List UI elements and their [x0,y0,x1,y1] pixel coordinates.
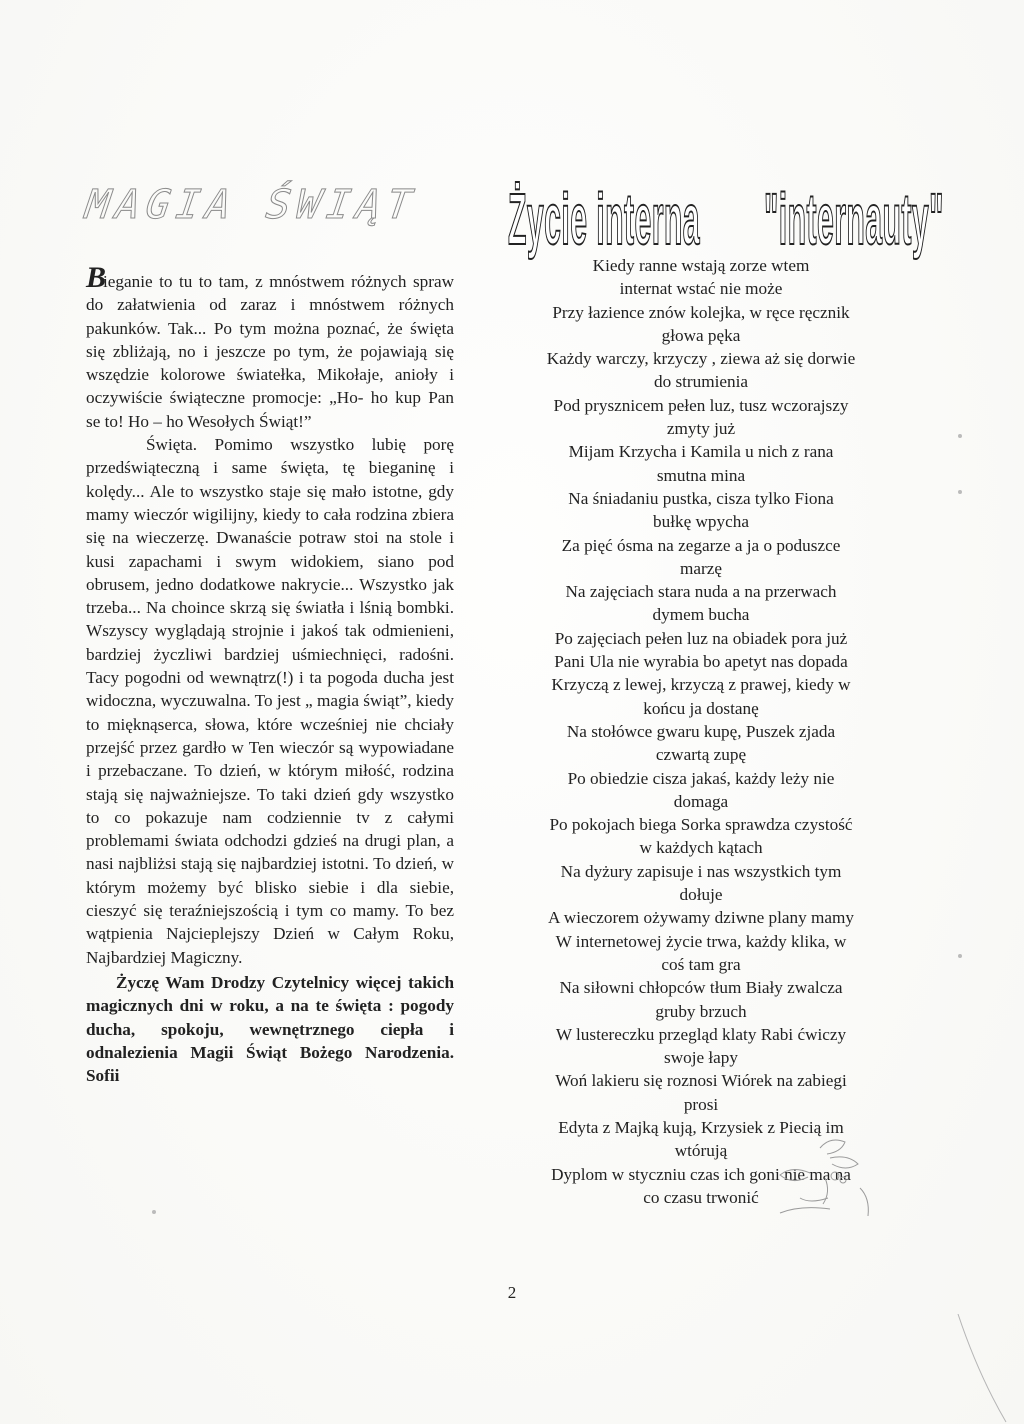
poem-line: Krzyczą z lewej, krzyczą z prawej, kiedy w [551,675,851,695]
poem-line: Po obiedzie cisza jakaś, każdy leży nie [567,768,835,788]
page-curl-mark-icon [948,1314,1008,1424]
holly-sketch-icon [740,1118,910,1238]
poem-line: smutna mina [656,465,746,485]
drop-cap-letter: B [86,261,104,294]
poem-title-part-2: "internauty" [764,180,944,260]
poem-line: Dyplom w styczniu czas ich goni nie ma na [551,1164,851,1184]
poem-line: zmyty już [666,419,736,439]
article-body-magia-swiat [86,261,454,1087]
poem-line: w każdych kątach [639,838,763,858]
paragraph-1-text: ieganie to tu to tam, z mnóstwem różnych spraw do załatwienia od zaraz i mnóstwem różnych pakunków. Tak... Po tym można poznać, że święta się zbliżają, no i jeszcze po tym, że pojawiają się wszędzie kolorowe światełka, Mikołaje, anioły i oczywiście świąteczne promocje: „Ho- ho kup Pan se to! Ho – ho Wesołych Świąt!” [86,272,454,431]
poem-line: Mijam Krzycha i Kamila u nich z rana [568,442,834,462]
poem-line: końcu ja dostanę [643,698,759,718]
poem-line: Po zajęciach pełen luz na obiadek pora już [554,628,848,648]
scan-speck [958,490,962,494]
poem-line: Za pięć ósma na zegarze a ja o poduszce [561,535,841,555]
article-wish-closing: Życzę Wam Drodzy Czytelnicy więcej takich magicznych dni w roku, a na te święta : pogody ducha, spokoju, wewnętrznego ciepła i odnalezienia Magii Świąt Bożego Narodzenia. Sofii [86,972,454,1086]
poem-title-part-1: Życie interna [508,180,701,260]
poem-line: bułkę wpycha [653,512,749,532]
poem-line: dołuje [679,885,723,905]
page-number: 2 [507,1283,517,1302]
poem-line: Woń lakieru się roznosi Wiórek na zabiegi [555,1071,847,1091]
scan-speck [958,434,962,438]
poem-line: coś tam gra [661,954,741,974]
scan-speck [958,954,962,958]
poem-line: W internetowej życie trwa, każdy klika, w [555,931,847,951]
poem-line: Po pokojach biega Sorka sprawdza czystość [549,815,853,835]
poem-line: Na dyżury zapisuje i nas wszystkich tym [560,861,842,881]
poem-line: Na stołówce gwaru kupę, Puszek zjada [566,721,836,741]
poem-line: głowa pęka [661,325,741,345]
poem-line: Przy łazience znów kolejka, w ręce ręcznik [552,302,850,322]
poem-line: Kiedy ranne wstają zorze wtem [592,256,810,275]
poem-line: Na śniadaniu pustka, cisza tylko Fiona [568,488,834,508]
poem-line: Edyta z Majką kują, Krzysiek z Piecią im [558,1117,844,1137]
poem-line: Każdy warczy, krzyczy , ziewa aż się dorwie [546,349,856,369]
poem-line: A wieczorem ożywamy dziwne plany mamy [548,908,854,928]
poem-line: Pani Ula nie wyrabia bo apetyt nas dopada [554,652,848,672]
scan-speck [152,1210,156,1214]
poem-line: Na siłowni chłopców tłum Biały zwalcza [559,978,843,998]
poem-line: czwartą zupę [655,745,747,765]
poem-line: W lustereczku przegląd klaty Rabi ćwiczy [555,1024,847,1044]
poem-line: Na zajęciach stara nuda a na przerwach [565,582,837,602]
article-paragraph-1 [86,261,454,433]
poem-line: gruby brzuch [655,1001,747,1021]
poem-body [496,254,906,1209]
article-title-magia-swiat: MAGIA ŚWIĄT [82,182,421,228]
poem-line: domaga [673,791,729,811]
poem-line: prosi [683,1094,719,1114]
poem-line: Pod prysznicem pełen luz, tusz wczorajszy [553,395,849,415]
poem-line: wtórują [674,1141,728,1161]
poem-line: internat wstać nie może [619,279,783,299]
poem-line: marzę [680,558,722,578]
poem-line: swoje łapy [664,1048,738,1068]
poem-title [508,178,944,262]
poem-line: dymem bucha [652,605,750,625]
poem-line: do strumienia [653,372,749,392]
poem-line: co czasu trwonić [643,1187,759,1207]
article-paragraph-2: Święta. Pomimo wszystko lubię porę przedświąteczną i same święta, tę bieganinę i kolędy... Ale to wszystko staje się mało istotne, gdy mamy wieczór wigilijny, kiedy to cała rodzina zbiera się na wieczerzę. Dwanaście potraw stoi na stole i kusi zapachami i swym widokiem, siano pod obrusem, jedno dodatkowe nakrycie... Wszystko jak trzeba... Na choince skrzą się światła i lśnią bombki. Wszyscy wyglądają strojnie i jakoś tak odmienieni, bardziej życzliwi bardziej uśmiechnięci, radośni. Tacy pogodni od wewnątrz(!) i ta pogoda ducha jest widoczna, wyczuwalna. To jest „ magia świąt”, kiedy to mięknąserca, słowa, które wcześniej nie chciały przejść przez gardło w Ten wieczór są wypowiadane i przebaczane. To dzień, w którym miłość, rodzina stają się najważniejsze. To taki dzień gdy wszystko to co pokazuje nam codziennie tv z całymi problemami świata odchodzi gdzieś na drugi plan, a nasi najbliżsi stają się najbardziej istotni. To dzień, w którym możemy być blisko siebie i dla siebie, cieszyć się teraźniejszością i tym co mamy. To bez wątpienia Najcieplejszy Dzień w Całym Roku, Najbardziej Magiczny. [86,435,454,967]
